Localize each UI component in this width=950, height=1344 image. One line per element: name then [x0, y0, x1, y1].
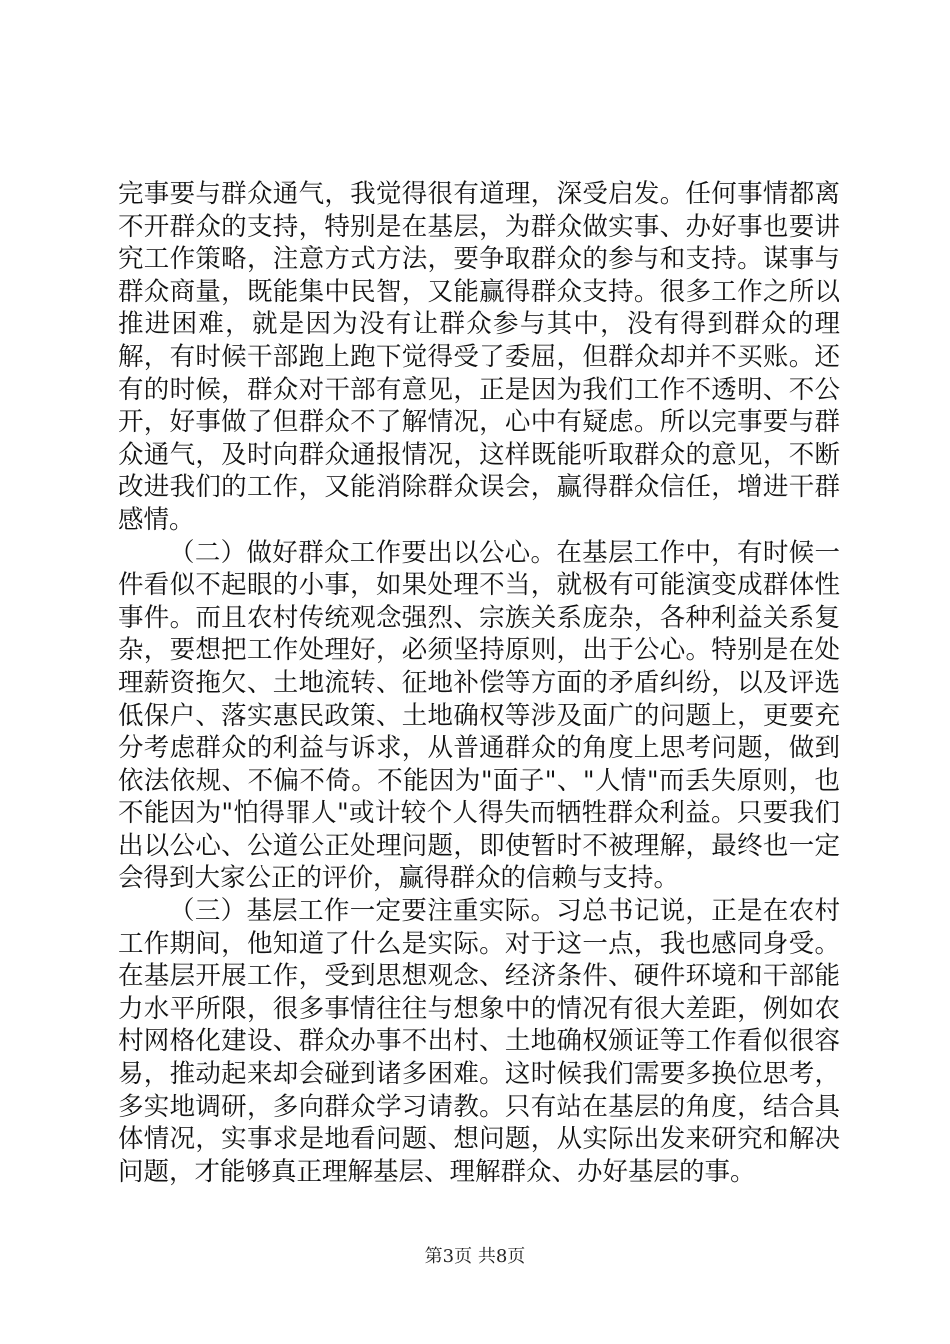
page-footer: 第3页 共8页 — [424, 1246, 526, 1267]
document-body — [118, 178, 840, 1188]
paragraph-section-two: （二）做好群众工作要出以公心。在基层工作中，有时候一件看似不起眼的小事，如果处理不当，就极有可能演变成群体性事件。而且农村传统观念强烈、宗族关系庞杂，各种利益关系复杂，要想把工作处理好，必须坚持原则，出于公心。特别是在处理薪资拖欠、土地流转、征地补偿等方面的矛盾纠纷，以及评选低保户、落实惠民政策、土地确权等涉及面广的问题上，更要充分考虑群众的利益与诉求，从普通群众的角度上思考问题，做到依法依规、不偏不倚。不能因为"面子"、"人情"而丢失原则，也不能因为"怕得罪人"或计较个人得失而牺牲群众利益。只要我们出以公心、公道公正处理问题，即使暂时不被理解，最终也一定会得到大家公正的评价，赢得群众的信赖与支持。 — [118, 537, 840, 894]
paragraph-continuation: 完事要与群众通气，我觉得很有道理，深受启发。任何事情都离不开群众的支持，特别是在基层，为群众做实事、办好事也要讲究工作策略，注意方式方法，要争取群众的参与和支持。谋事与群众商量，既能集中民智，又能赢得群众支持。很多工作之所以推进困难，就是因为没有让群众参与其中，没有得到群众的理解，有时候干部跑上跑下觉得受了委屈，但群众却并不买账。还有的时候，群众对干部有意见，正是因为我们工作不透明、不公开，好事做了但群众不了解情况，心中有疑虑。所以完事要与群众通气，及时向群众通报情况，这样既能听取群众的意见，不断改进我们的工作，又能消除群众误会，赢得群众信任，增进干群感情。 — [118, 179, 840, 535]
paragraph-section-three: （三）基层工作一定要注重实际。习总书记说，正是在农村工作期间，他知道了什么是实际。对于这一点，我也感同身受。在基层开展工作，受到思想观念、经济条件、硬件环境和干部能力水平所限，很多事情往往与想象中的情况有很大差距，例如农村网格化建设、群众办事不出村、土地确权颁证等工作看似很容易，推动起来却会碰到诸多困难。这时候我们需要多换位思考，多实地调研，多向群众学习请教。只有站在基层的角度，结合具体情况，实事求是地看问题、想问题，从实际出发来研究和解决问题，才能够真正理解基层、理解群众、办好基层的事。 — [118, 896, 840, 1187]
